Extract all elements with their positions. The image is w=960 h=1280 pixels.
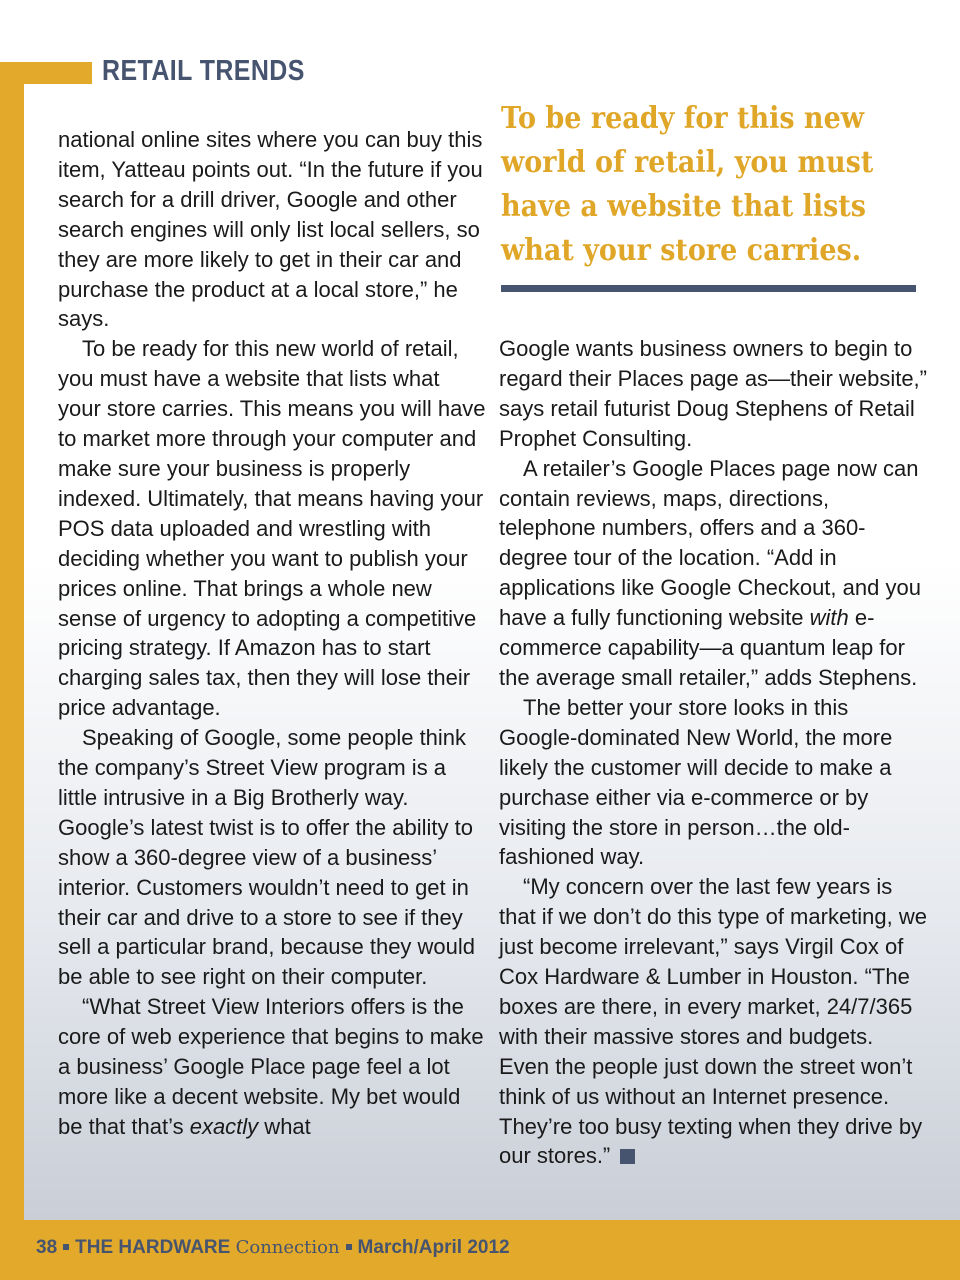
pull-quote-line: world of retail, you must [501, 145, 874, 180]
section-header: RETAIL TRENDS [102, 55, 305, 87]
issue-date: March/April 2012 [357, 1237, 510, 1258]
paragraph: Google wants business owners to begin to regard their Places page as—their website,” says retail futurist Doug Stephens of Retail Prophet Consulting. [499, 336, 927, 451]
pull-quote-line: To be ready for this new [501, 101, 864, 136]
italic-text: exactly [189, 1113, 259, 1139]
text-run: A retailer’s Google Places page now can contain reviews, maps, directions, telephone numbers, offers and a 360-degree tour of the location. “Add in applications like Google Checkout, and you have a fully functioning website [499, 455, 921, 631]
header-accent-bar [0, 62, 92, 84]
pull-quote [501, 97, 879, 273]
paragraph [499, 454, 929, 693]
paragraph: To be ready for this new world of retail, you must have a website that lists what your store carries. This means you will have to market more through your computer and make sure your business is properly indexed. Ultimately, that means having your POS data uploaded and wrestling with deciding whether you want to publish your prices online. That brings a whole new sense of urgency to adopting a competitive pricing strategy. If Amazon has to start charging sales tax, then they will lose their price advantage. [58, 336, 486, 721]
publication-name: THE HARDWARE [75, 1237, 231, 1258]
paragraph: Speaking of Google, some people think the company’s Street View program is a little intrusive in a Big Brotherly way. Google’s latest twist is to offer the ability to show a 360-degree view of a business’ interior. Customers wouldn’t need to get in their car and drive to a store to see if they sell a particular brand, because they would be able to see right on their computer. [58, 725, 476, 990]
right-column [499, 334, 929, 1171]
left-column [58, 125, 488, 1142]
text-run: “What Street View Interiors offers is the core of web experience that begins to make a business’ Google Place page feel a lot more like a decent website. My bet would be that that’s [58, 994, 484, 1139]
paragraph: The better your store looks in this Google-dominated New World, the more likely the customer will decide to make a purchase either via e-commerce or by visiting the store in person…the old-fashioned way. [499, 694, 893, 870]
italic-text: with [809, 605, 849, 631]
paragraph [499, 872, 929, 1171]
pull-quote-rule [501, 285, 916, 292]
paragraph [58, 992, 488, 1142]
page-number: 38 [36, 1237, 58, 1258]
pull-quote-line: what your store carries. [501, 233, 862, 268]
text-run: what [258, 1113, 311, 1139]
text-run: “My concern over the last few years is that if we don’t do this type of marketing, we just become irrelevant,” says Virgil Cox of Cox Hardware & Lumber in Houston. “The boxes are there, in every market, 24/7/365 with their massive stores and budgets. Even the people just down the street won’t think of us without an Internet presence. They’re too busy texting when they drive by our stores.” [499, 874, 928, 1169]
left-accent-bar [0, 62, 24, 1280]
bullet-separator-icon [63, 1244, 69, 1250]
bullet-separator-icon [346, 1244, 352, 1250]
pull-quote-line: have a website that lists [501, 189, 866, 224]
publication-name-suffix: Connection [235, 1237, 340, 1258]
end-of-article-icon [620, 1149, 635, 1164]
text-run: e-commerce capability—a quantum leap for the average small retailer,” adds Stephens. [499, 605, 918, 690]
page-footer [36, 1237, 510, 1259]
paragraph: national online sites where you can buy this item, Yatteau points out. “In the future if you search for a drill driver, Google and other search engines will only list local sellers, so they are more likely to get in their car and purchase the product at a local store,” he says. [58, 127, 483, 332]
